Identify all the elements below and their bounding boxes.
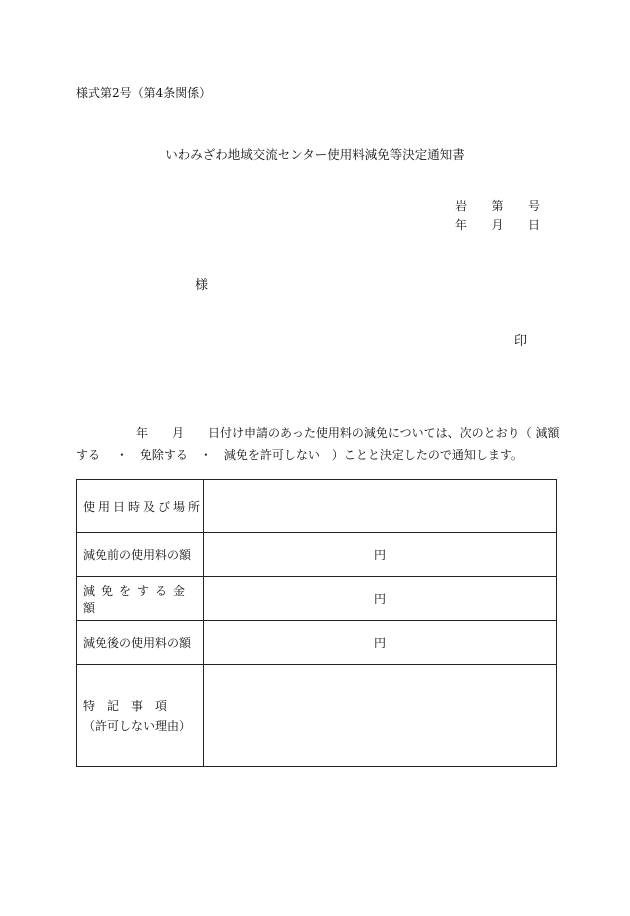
date-month: 月 — [491, 218, 504, 232]
addressee-suffix: 様 — [195, 278, 209, 293]
note-value — [204, 665, 557, 767]
table-row — [77, 665, 557, 767]
note-label: 特 記 事 項 — [83, 698, 168, 713]
reference-prefix: 岩 — [455, 199, 468, 213]
table-row — [77, 621, 557, 665]
form-number: 様式第2号（第4条関係） — [76, 86, 212, 100]
table-row — [77, 577, 557, 621]
row-label: 使用日時及び場所 — [77, 480, 204, 533]
table-row — [77, 533, 557, 577]
table-row — [77, 480, 557, 533]
row-value: 円 — [204, 533, 557, 577]
body-line-2: する ・ 免除する ・ 減免を許可しない ）ことと決定したので通知します。 — [76, 448, 523, 462]
row-label: 減免前の使用料の額 — [77, 533, 204, 577]
seal-mark: 印 — [514, 334, 528, 349]
body-text — [76, 422, 562, 466]
note-sublabel: （許可しない理由） — [83, 718, 192, 733]
reference-go: 号 — [527, 199, 540, 213]
reference-dai: 第 — [491, 199, 504, 213]
row-value — [204, 480, 557, 533]
body-line-1: 年 月 日付け申請のあった使用料の減免については、次のとおり（ 減額 — [76, 426, 560, 440]
document-title: いわみざわ地域交流センター使用料減免等決定通知書 — [165, 147, 465, 162]
details-table — [76, 479, 557, 767]
row-value: 円 — [204, 621, 557, 665]
date-year: 年 — [455, 218, 468, 232]
reference-number — [455, 197, 540, 214]
date-day: 日 — [527, 218, 540, 232]
row-value: 円 — [204, 577, 557, 621]
row-label: 減免後の使用料の額 — [77, 621, 204, 665]
reference-date — [455, 216, 540, 233]
row-label: 減免をする金額 — [77, 577, 204, 621]
note-label-cell — [77, 665, 204, 767]
